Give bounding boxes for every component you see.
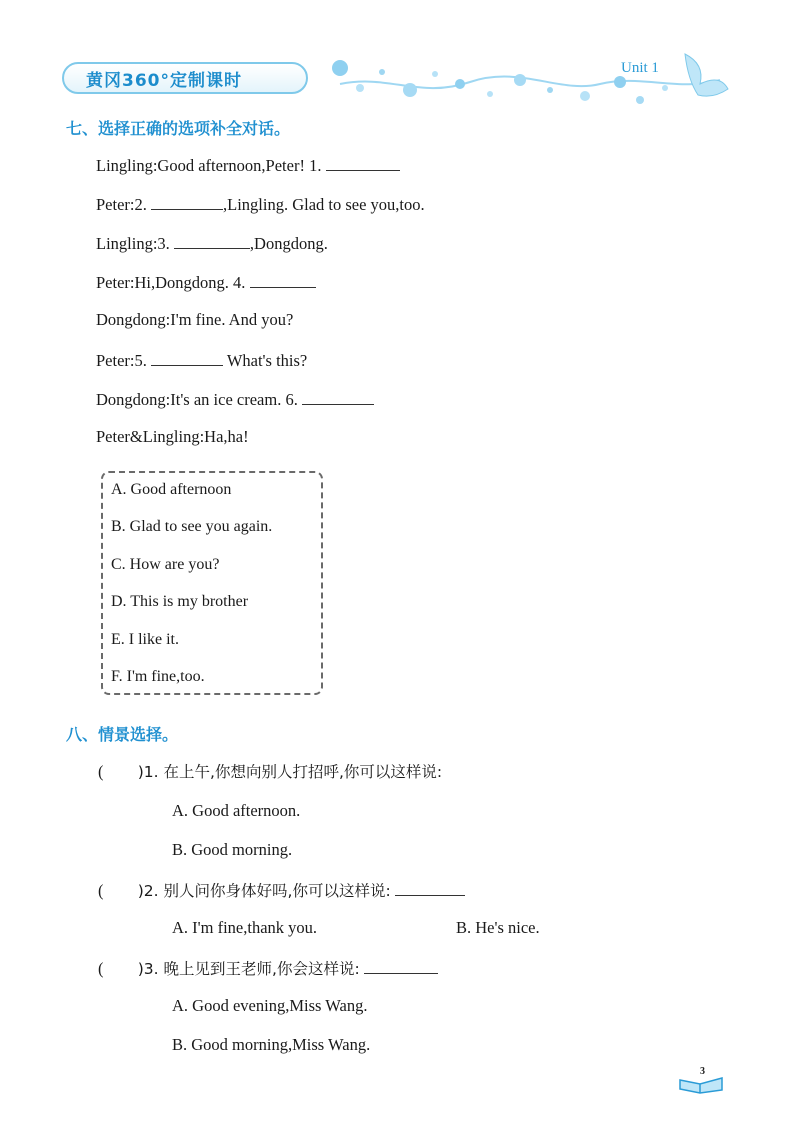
unit-label: Unit 1 xyxy=(621,60,659,76)
q1-option-b: B. Good morning. xyxy=(172,840,293,859)
dialogue-line xyxy=(96,310,293,330)
section-7-title: 七、选择正确的选项补全对话。 xyxy=(66,119,291,138)
dialogue-text: What's this? xyxy=(223,351,308,370)
option-d: D. This is my brother xyxy=(111,593,249,610)
dialogue-text: Lingling:Good afternoon,Peter! 1. xyxy=(96,156,322,175)
q1-option-a: A. Good afternoon. xyxy=(172,801,301,820)
dialogue-text: ,Dongdong. xyxy=(249,234,328,253)
option-a: A. Good afternoon xyxy=(111,481,232,498)
dialogue-line xyxy=(96,388,374,410)
answer-blank-1[interactable] xyxy=(326,154,400,171)
q2-option-a: A. I'm fine,thank you. xyxy=(172,918,318,937)
dialogue-text: Peter:5. xyxy=(96,351,147,370)
question-2-blank[interactable] xyxy=(395,879,465,896)
option-e: E. I like it. xyxy=(111,631,179,648)
answer-paren-open: ( xyxy=(98,762,104,781)
dialogue-text: Peter:2. xyxy=(96,195,147,214)
dialogue-line xyxy=(96,154,400,176)
section-8-title: 八、情景选择。 xyxy=(66,725,179,744)
question-1 xyxy=(98,762,442,782)
dialogue-text: Peter:Hi,Dongdong. 4. xyxy=(96,273,246,292)
answer-blank-2[interactable] xyxy=(151,193,223,210)
dialogue-line xyxy=(96,349,307,371)
dialogue-line xyxy=(96,193,425,215)
book-icon xyxy=(678,1074,724,1094)
question-text: )2. 别人问你身体好吗,你可以这样说: xyxy=(137,882,391,900)
dialogue-text: Peter&Lingling:Ha,ha! xyxy=(96,427,249,446)
question-text: )3. 晚上见到王老师,你会这样说: xyxy=(137,960,360,978)
option-c: C. How are you? xyxy=(111,556,220,573)
answer-blank-4[interactable] xyxy=(250,271,316,288)
answer-paren-open: ( xyxy=(98,959,104,978)
q3-option-b: B. Good morning,Miss Wang. xyxy=(172,1035,371,1054)
dialogue-text: Dongdong:I'm fine. And you? xyxy=(96,310,294,329)
dialogue-line xyxy=(96,271,316,293)
options-box xyxy=(101,471,323,695)
dialogue-text: Dongdong:It's an ice cream. 6. xyxy=(96,390,298,409)
dialogue-text: ,Lingling. Glad to see you,too. xyxy=(223,195,425,214)
answer-blank-6[interactable] xyxy=(302,388,374,405)
dialogue-line xyxy=(96,427,249,447)
bubbles-decoration-icon xyxy=(300,44,740,114)
option-b: B. Glad to see you again. xyxy=(111,518,273,535)
q2-option-b: B. He's nice. xyxy=(456,918,540,937)
q3-option-a: A. Good evening,Miss Wang. xyxy=(172,996,368,1015)
question-2 xyxy=(98,879,465,901)
page-number: 3 xyxy=(700,1066,705,1077)
dialogue-line xyxy=(96,232,328,254)
answer-blank-5[interactable] xyxy=(151,349,223,366)
question-3-blank[interactable] xyxy=(364,957,438,974)
option-f: F. I'm fine,too. xyxy=(111,668,205,685)
header-title: 黄冈360°定制课时 xyxy=(86,71,242,91)
question-text: )1. 在上午,你想向别人打招呼,你可以这样说: xyxy=(137,763,443,781)
answer-blank-3[interactable] xyxy=(174,232,250,249)
question-3 xyxy=(98,957,438,979)
answer-paren-open: ( xyxy=(98,881,104,900)
dialogue-text: Lingling:3. xyxy=(96,234,170,253)
